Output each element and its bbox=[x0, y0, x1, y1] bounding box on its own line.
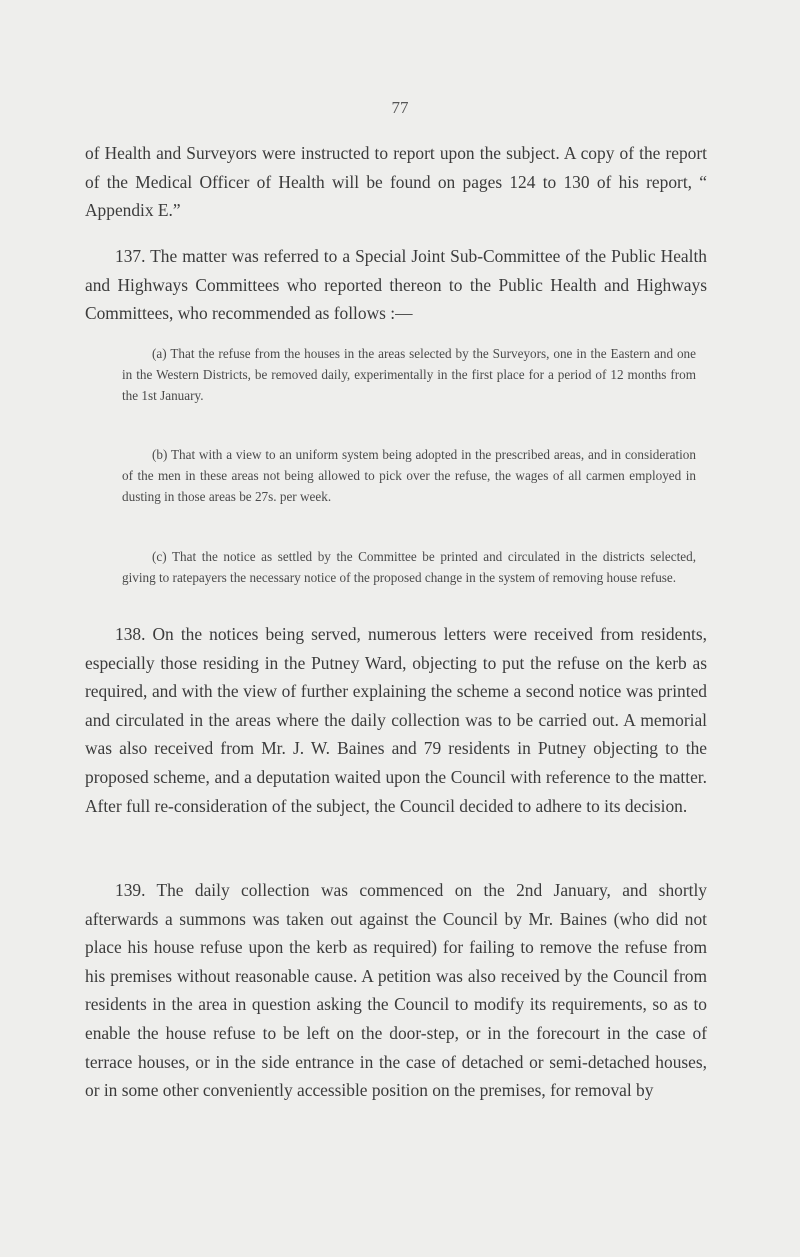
paragraph-138-text: 138. On the notices being served, numerous letters were received from residents, especially those residing in the Putney Ward, objecting to put the refuse on the kerb as required, and with the view of further explaining the scheme a second notice was printed and circulated in the areas where the daily collection was to be carried out. A memorial was also received from Mr. J. W. Baines and 79 residents in Putney objecting to the proposed scheme, and a deputation waited upon the Council with reference to the matter. After full re-consideration of the subject, the Council decided to adhere to its decision. bbox=[85, 624, 707, 816]
page-number: 77 bbox=[391, 98, 409, 117]
recommendation-b bbox=[122, 444, 696, 507]
paragraph-139-text: 139. The daily collection was commenced on the 2nd January, and shortly afterwards a summons was taken out against the Council by Mr. Baines (who did not place his house refuse upon the kerb as required) for failing to remove the refuse from his premises without reasonable cause. A petition was also received by the Council from residents in the area in question asking the Council to modify its requirements, so as to enable the house refuse to be left on the door-step, or in the forecourt in the case of terrace houses, or in the side entrance in the case of detached or semi-detached houses, or in some other conveniently accessible position on the premises, for removal by bbox=[85, 880, 707, 1101]
recommendation-a-text: (a) That the refuse from the houses in the areas selected by the Surveyors, one in the Eastern and one in the Western Districts, be removed daily, experimentally in the first place for a period of 12 months from the 1st January. bbox=[122, 346, 696, 403]
paragraph-137 bbox=[85, 242, 707, 328]
recommendation-b-text: (b) That with a view to an uniform system being adopted in the prescribed areas, and in consideration of the men in these areas not being allowed to pick over the refuse, the wages of all carmen employed in dusting in those areas be 27s. per week. bbox=[122, 447, 696, 504]
recommendation-a bbox=[122, 343, 696, 406]
paragraph-continuation: of Health and Surveyors were instructed to report upon the subject. A copy of the report of the Medical Officer of Health will be found on pages 124 to 130 of his report, “ Appendix E.” bbox=[85, 143, 707, 221]
paragraph-139 bbox=[85, 876, 707, 1105]
paragraph-138 bbox=[85, 620, 707, 820]
recommendation-c-text: (c) That the notice as settled by the Committee be printed and circulated in the districts selected, giving to ratepayers the necessary notice of the proposed change in the system of removing house refuse. bbox=[122, 549, 696, 585]
paragraph-137-text: 137. The matter was referred to a Special Joint Sub-Committee of the Public Health and Highways Committees who reported thereon to the Public Health and Highways Committees, who recommended as follows :— bbox=[85, 246, 707, 324]
recommendation-c bbox=[122, 546, 696, 588]
